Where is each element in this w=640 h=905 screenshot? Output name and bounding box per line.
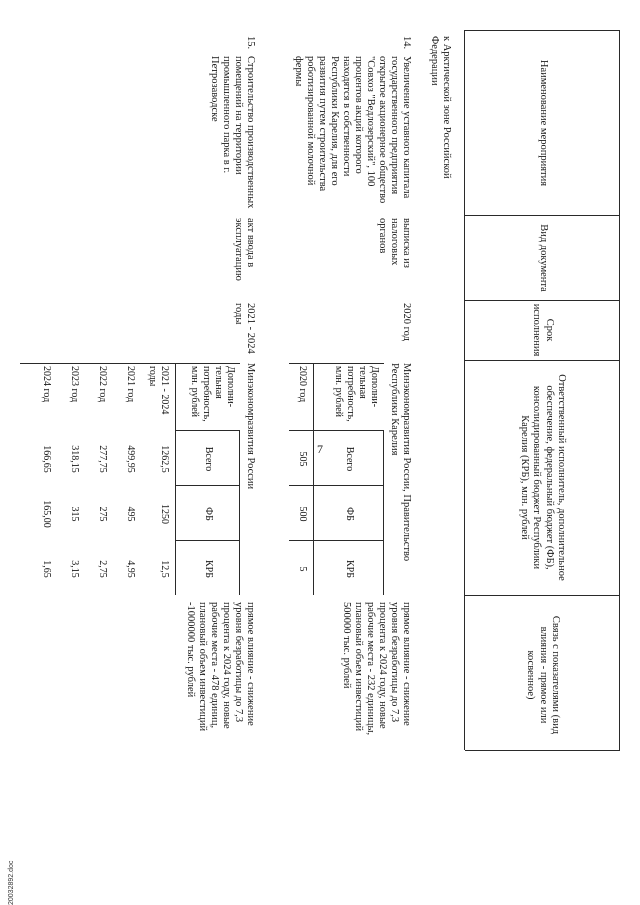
row-15-sub-fb: ФБ: [203, 507, 214, 521]
row-15-num: 15.: [245, 36, 256, 50]
row-15-fb-3: 315: [69, 506, 80, 522]
footer-filename: 20032892.doc: [8, 860, 15, 905]
row-15-fb-0: 1250: [159, 504, 170, 524]
row-15-total-1: 499,95: [125, 445, 136, 473]
header-link: Связь с показателями (вид влияния - прямое или косвенное): [525, 615, 562, 735]
row-15-responsible: Минэкономразвития России: [245, 363, 256, 490]
row-14-num: 14.: [401, 36, 412, 50]
row-15-krb-1: 4,95: [125, 560, 136, 578]
row-15-period-4: 2024 год: [41, 366, 52, 403]
row-15-total-2: 277,75: [97, 445, 108, 473]
row-14-fb: 500: [297, 506, 308, 522]
row-15-period-3: 2023 год: [69, 366, 80, 403]
continuation-text: к Арктической зоне Российской Федерации: [429, 36, 452, 179]
header-doc-type: Вид документа: [537, 224, 549, 292]
row-15-total-0: 1262,5: [159, 445, 170, 473]
row-15-sub-total: Всего: [203, 446, 214, 472]
row-15-total-3: 318,15: [69, 445, 80, 473]
row-15-fb-1: 495: [125, 506, 136, 522]
row-14-krb: 5: [297, 566, 308, 572]
row-14-period: 2020 год: [297, 366, 308, 403]
row-14-name: Увеличение уставного капитала государственного предприятия открытое акционерное общество "Совхоз "Ведлозерский", 100 процентов акций которого находятся в собственности Республики Карелия, для его развития путем строительства роботизированной молочной фермы: [293, 56, 412, 204]
rotated-table: [20, 30, 620, 890]
row-14-sub-need: Дополни-тельная потребность, млн. рублей: [333, 366, 380, 422]
page-number: 7: [317, 442, 323, 456]
row-14-responsible: Минэкономразвития России, Правительство Республики Карелия: [389, 363, 412, 562]
row-14-doc: выписка из налоговых органов: [377, 218, 412, 268]
row-15-link: прямое влияние - снижение уровня безработицы до 7,3 процента к 2024 году, новые рабочие места - 478 единиц, плановый объем инвестиций -1000000 тыс. рублей: [185, 602, 256, 732]
header-name: Наименование мероприятия: [537, 59, 549, 187]
row-15-krb-4: 1,65: [41, 560, 52, 578]
row-14-sub-krb: КРБ: [344, 560, 355, 578]
row-15-krb-3: 3,15: [69, 560, 80, 578]
row-15-doc: акт ввода в эксплуатацию: [233, 218, 256, 281]
header-responsible: Ответственный исполнитель, дополнительное обеспечение, федеральный бюджет (ФБ), консолидированный бюджет Республики Карелия (КРБ), млн. рублей: [519, 374, 568, 581]
row-15-krb-2: 2,75: [97, 560, 108, 578]
row-15-fb-4: 165,00: [41, 500, 52, 528]
row-15-period-1: 2021 год: [125, 366, 136, 403]
row-15-sub-krb: КРБ: [203, 560, 214, 578]
row-14-total: 505: [297, 451, 308, 467]
row-14-link: прямое влияние - снижение уровня безработицы до 7,3 процента к 2024 году, новые рабочие места - 232 единицы, плановый объем инвестиций 500000 тыс. рублей: [341, 602, 412, 736]
row-15-krb-0: 12,5: [159, 560, 170, 578]
row-15-period-0: 2021 - 2024 годы: [147, 366, 170, 415]
row-15-total-4: 166,65: [41, 445, 52, 473]
row-14-sub-fb: ФБ: [344, 507, 355, 521]
row-15-term: 2021 - 2024 годы: [233, 303, 256, 354]
row-14-sub-total: Всего: [344, 446, 355, 472]
row-15-fb-2: 275: [97, 506, 108, 522]
row-15-name: Строительство производственных помещений на территории промышленного парка в г. Петрозаводске: [209, 56, 256, 209]
header-term: Срок исполнения: [531, 303, 555, 357]
row-15-sub-need: Дополни-тельная потребность, млн. рублей: [189, 366, 236, 422]
row-14-term: 2020 год: [401, 303, 412, 341]
row-15-period-2: 2022 год: [97, 366, 108, 403]
